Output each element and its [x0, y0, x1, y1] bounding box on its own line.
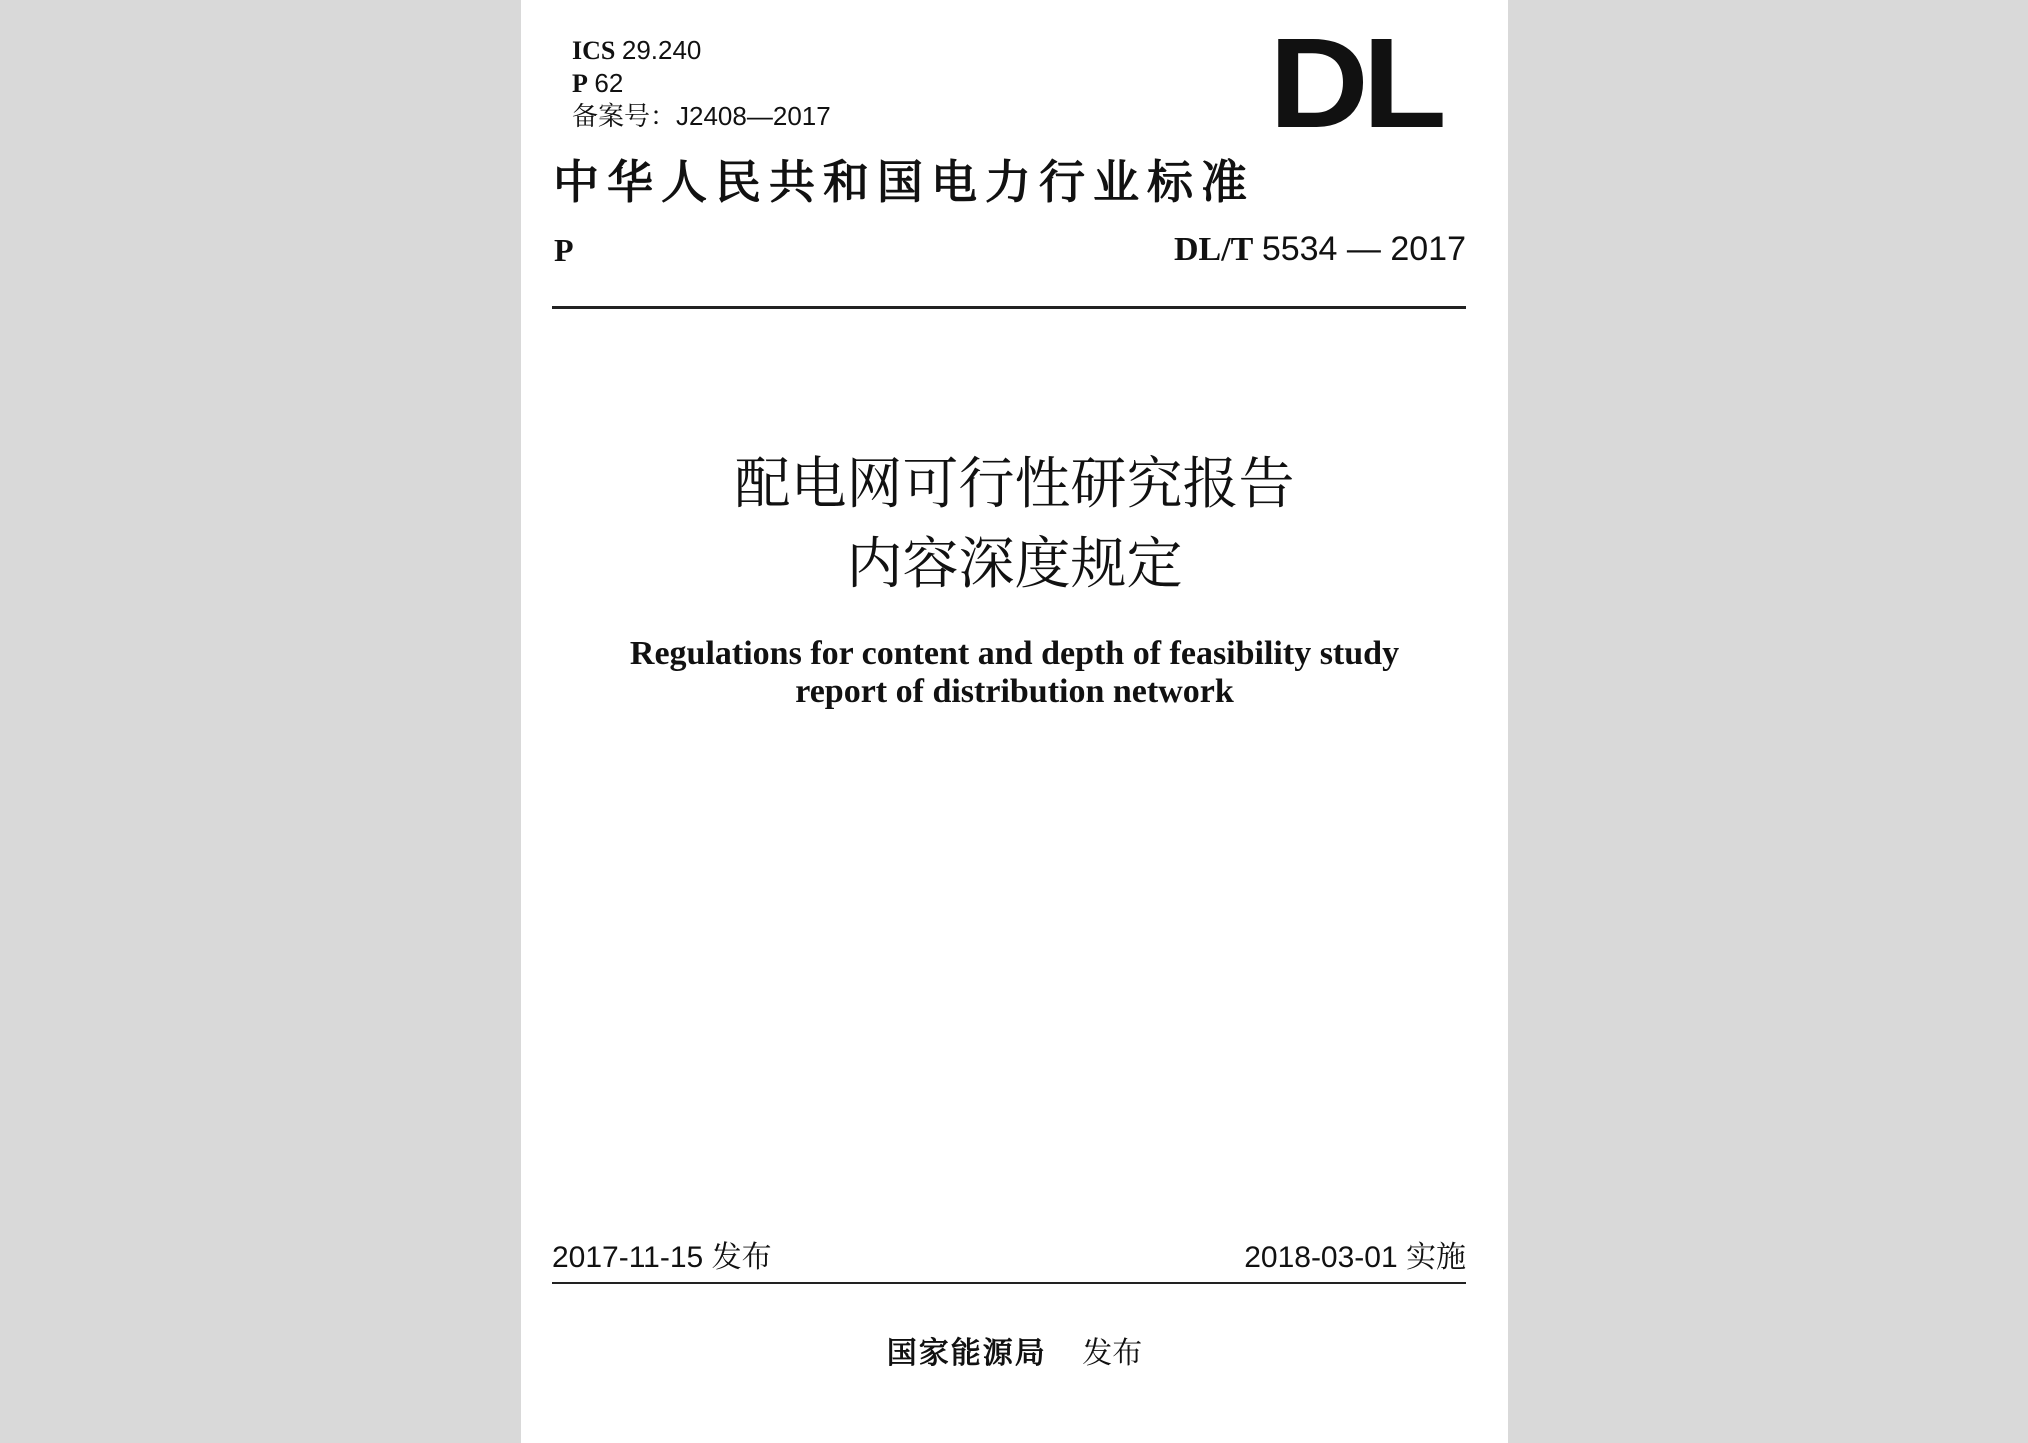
publisher-line	[521, 1332, 1508, 1376]
english-title	[521, 635, 1508, 711]
english-title-line-2: report of distribution network	[795, 673, 1234, 710]
ics-row	[572, 34, 831, 67]
top-divider	[552, 306, 1466, 309]
standard-cover-page	[521, 0, 1508, 1443]
classification-code: P	[554, 232, 574, 268]
standard-number	[1174, 230, 1466, 269]
class-row	[572, 67, 831, 100]
ics-label: ICS	[572, 36, 616, 65]
ics-value: 29.240	[621, 35, 702, 65]
chinese-title	[521, 445, 1508, 605]
english-title-line-1: Regulations for content and depth of feasibility study	[629, 635, 1400, 672]
national-standard-title: 中华人民共和国电力行业标准	[553, 155, 1255, 209]
publisher-org: 国家能源局	[886, 1336, 1047, 1371]
record-value: J2408—2017	[676, 101, 831, 131]
class-label: P	[572, 69, 588, 98]
chinese-title-line-2: 内容深度规定	[846, 532, 1183, 597]
standard-number-value: 5534 — 2017	[1261, 230, 1466, 268]
cover-metadata	[572, 34, 831, 133]
chinese-title-line-1: 配电网可行性研究报告	[734, 452, 1295, 517]
implementation-date: 2018-03-01 实施	[1244, 1241, 1466, 1274]
record-row	[572, 100, 831, 133]
standard-code: DL/T	[1173, 231, 1254, 268]
class-value: 62	[594, 68, 624, 98]
record-label: 备案号：	[572, 101, 677, 131]
issue-date: 2017-11-15 发布	[552, 1241, 772, 1274]
bottom-divider	[552, 1282, 1466, 1284]
publisher-action: 发布	[1082, 1336, 1143, 1371]
dl-logo: DL	[1269, 12, 1441, 155]
